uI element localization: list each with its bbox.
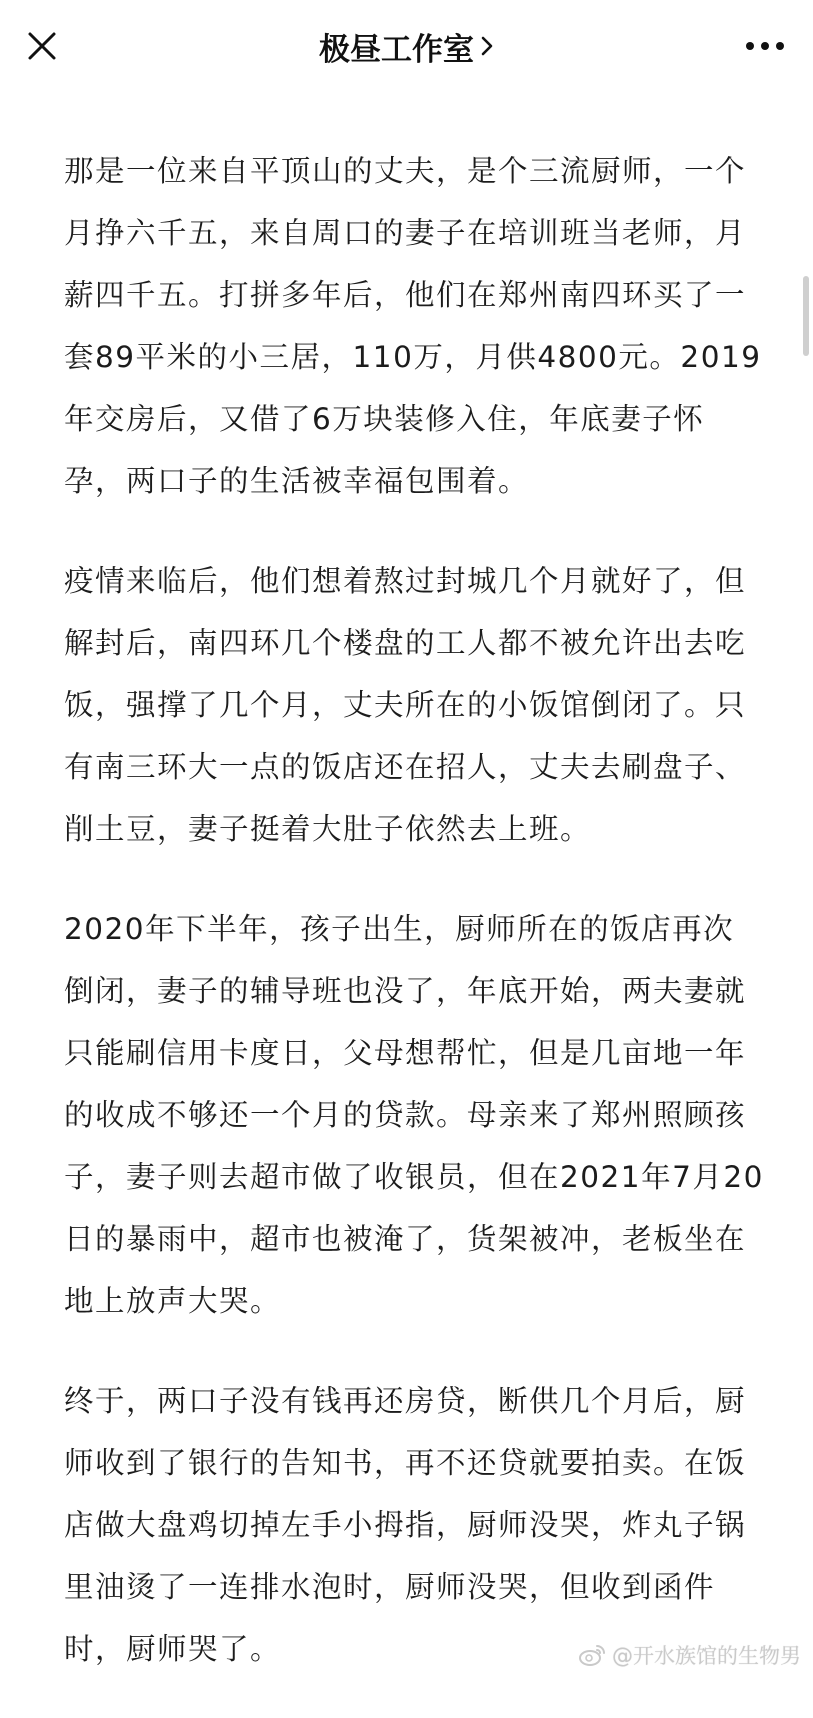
top-navigation-bar [0, 0, 813, 92]
article-paragraph: 那是一位来自平顶山的丈夫，是个三流厨师，一个月挣六千五，来自周口的妻子在培训班当老师，月薪四千五。打拼多年后，他们在郑州南四环买了一套89平米的小三居，110万，月供4800元。2019年交房后，又借了6万块装修入住，年底妻子怀孕，两口子的生活被幸福包围着。 [64, 154, 762, 498]
article-body [64, 140, 764, 1718]
title-container [0, 22, 813, 70]
chevron-right-icon [480, 35, 494, 57]
more-dots-icon [745, 41, 785, 51]
account-title: 极昼工作室 [319, 31, 474, 68]
scrollbar-thumb[interactable] [803, 276, 809, 356]
article-paragraph: 终于，两口子没有钱再还房贷，断供几个月后，厨师收到了银行的告知书，再不还贷就要拍卖。在饭店做大盘鸡切掉左手小拇指，厨师没哭，炸丸子锅里油烫了一连排水泡时，厨师没哭，但收到函件时，厨师哭了。 [64, 1384, 747, 1666]
more-options-button[interactable] [735, 22, 795, 70]
account-title-link[interactable] [319, 24, 494, 69]
article-paragraph: 疫情来临后，他们想着熬过封城几个月就好了，但解封后，南四环几个楼盘的工人都不被允许出去吃饭，强撑了几个月，丈夫所在的小饭馆倒闭了。只有南三环大一点的饭店还在招人，丈夫去刷盘子、削土豆，妻子挺着大肚子依然去上班。 [64, 564, 747, 846]
watermark-text: @开水族馆的生物男 [612, 1644, 801, 1668]
watermark [578, 1640, 801, 1670]
article-paragraph: 2020年下半年，孩子出生，厨师所在的饭店再次倒闭，妻子的辅导班也没了，年底开始，两夫妻就只能刷信用卡度日，父母想帮忙，但是几亩地一年的收成不够还一个月的贷款。母亲来了郑州照顾孩子，妻子则去超市做了收银员，但在2021年7月20日的暴雨中，超市也被淹了，货架被冲，老板坐在地上放声大哭。 [64, 912, 764, 1318]
weibo-icon [578, 1643, 606, 1667]
